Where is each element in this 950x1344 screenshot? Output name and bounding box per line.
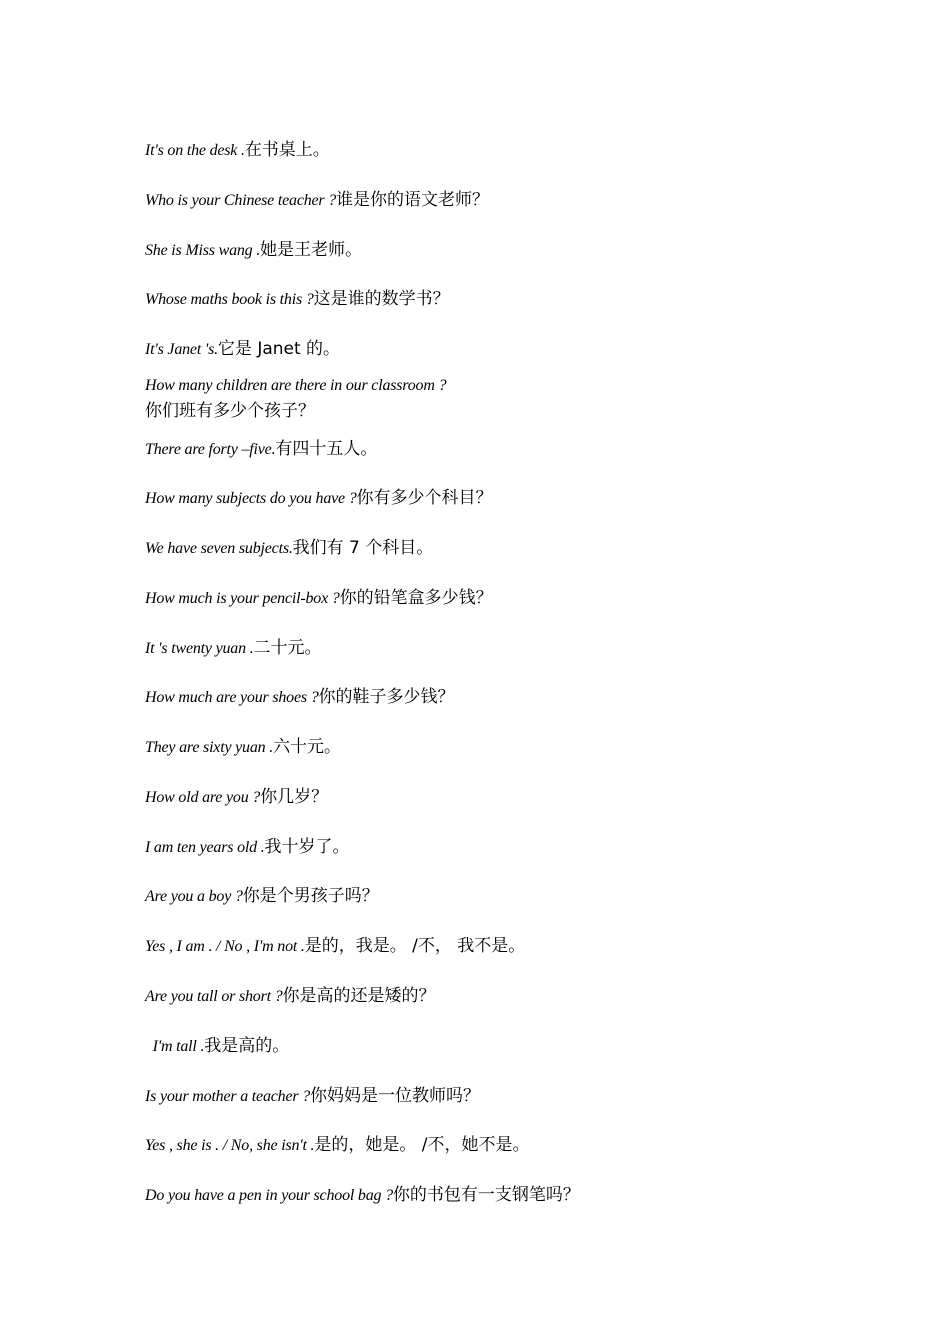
english-text: It's Janet 's.: [145, 341, 218, 358]
english-text: How old are you ?: [145, 789, 261, 806]
chinese-text: 六十元。: [273, 737, 342, 757]
english-text: I'm tall .: [145, 1038, 205, 1055]
chinese-text: 这是谁的数学书？: [313, 289, 450, 309]
english-text: There are forty –five.: [145, 441, 276, 458]
english-text: It's on the desk .: [145, 142, 245, 159]
sentence-line: [145, 935, 525, 958]
sentence-line: [145, 836, 350, 859]
sentence-line: [145, 487, 493, 510]
chinese-text: 你是个男孩子吗？: [242, 886, 379, 906]
english-text: Is your mother a teacher ?: [145, 1088, 310, 1105]
english-text: How much are your shoes ?: [145, 689, 319, 706]
english-text: We have seven subjects.: [145, 540, 293, 557]
chinese-text: 你们班有多少个孩子？: [145, 401, 315, 421]
english-text: Who is your Chinese teacher ?: [145, 192, 337, 209]
sentence-line: [145, 1035, 289, 1058]
sentence-line: [145, 1134, 529, 1157]
sentence-line: [145, 985, 435, 1008]
chinese-text: 我们有 7 个科目。: [292, 538, 434, 558]
sentence-line: [145, 885, 379, 908]
sentence-line: [145, 438, 377, 461]
chinese-text: 二十元。: [253, 638, 322, 658]
english-text: Are you tall or short ?: [145, 988, 283, 1005]
chinese-text: 你的鞋子多少钱？: [318, 687, 455, 707]
english-text: Yes , she is . / No, she isn't .: [145, 1137, 315, 1154]
sentence-line: [145, 239, 362, 262]
english-text: She is Miss wang .: [145, 242, 261, 259]
english-text: Whose maths book is this ?: [145, 291, 314, 308]
sentence-line: [145, 189, 489, 212]
sentence-line: [145, 400, 315, 423]
chinese-text: 你的书包有一支钢笔吗？: [392, 1185, 580, 1205]
chinese-text: 我十岁了。: [264, 837, 350, 857]
chinese-text: 谁是你的语文老师？: [336, 190, 490, 210]
english-text: How much is your pencil-box ?: [145, 590, 340, 607]
english-text: It 's twenty yuan .: [145, 640, 254, 657]
sentence-line: [145, 637, 322, 660]
sentence-line: [145, 786, 328, 809]
sentence-line: [145, 736, 341, 759]
english-text: Are you a boy ?: [145, 888, 243, 905]
chinese-text: 我是高的。: [204, 1036, 290, 1056]
english-text: How many subjects do you have ?: [145, 490, 357, 507]
chinese-text: 在书桌上。: [244, 140, 330, 160]
chinese-text: 你是高的还是矮的？: [282, 986, 436, 1006]
english-text: Do you have a pen in your school bag ?: [145, 1187, 393, 1204]
sentence-line: [145, 288, 450, 311]
chinese-text: 是的，我是。 /不， 我不是。: [304, 936, 526, 956]
chinese-text: 你几岁？: [260, 787, 329, 807]
chinese-text: 是的，她是。 /不，她不是。: [314, 1135, 530, 1155]
chinese-text: 你有多少个科目？: [356, 488, 493, 508]
sentence-line: [145, 587, 493, 610]
sentence-line: [145, 139, 330, 162]
english-text: How many children are there in our classroom ?: [145, 377, 447, 394]
sentence-line: [145, 374, 446, 397]
chinese-text: 她是王老师。: [260, 240, 363, 260]
chinese-text: 你妈妈是一位教师吗？: [310, 1086, 480, 1106]
chinese-text: 有四十五人。: [275, 439, 378, 459]
chinese-text: 它是 Janet 的。: [217, 339, 341, 359]
english-text: They are sixty yuan .: [145, 739, 274, 756]
sentence-line: [145, 537, 433, 560]
sentence-line: [145, 686, 455, 709]
chinese-text: 你的铅笔盒多少钱？: [339, 588, 493, 608]
sentence-line: [145, 1184, 580, 1207]
sentence-line: [145, 1085, 480, 1108]
english-text: Yes , I am . / No , I'm not .: [145, 938, 305, 955]
english-text: I am ten years old .: [145, 839, 265, 856]
sentence-line: [145, 338, 340, 361]
